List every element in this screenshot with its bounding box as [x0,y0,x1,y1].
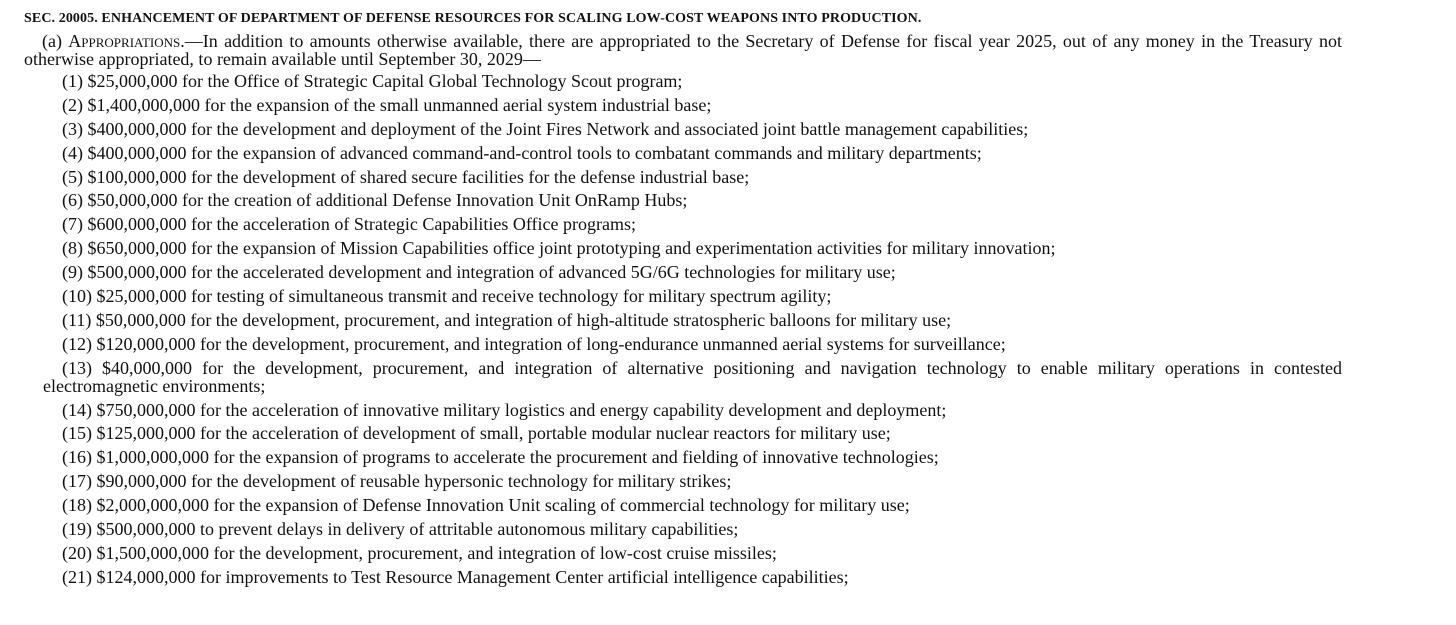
document-body [24,10,1342,592]
section-heading: SEC. 20005. ENHANCEMENT OF DEPARTMENT OF DEFENSE RESOURCES FOR SCALING LOW-COST WEAPONS INTO PRODUCTION. [24,11,922,26]
list-item: (4) $400,000,000 for the expansion of advanced command-and-control tools to combatant commands and military departments; [62,142,982,163]
list-item: (10) $25,000,000 for testing of simultaneous transmit and receive technology for military spectrum agility; [62,286,832,307]
list-item: (5) $100,000,000 for the development of shared secure facilities for the defense industrial base; [62,166,750,187]
subsection-a-designation: (a) [42,31,69,51]
list-item: (8) $650,000,000 for the expansion of Mission Capabilities office joint prototyping and experimentation activities for military innovation; [62,238,1056,259]
list-item: (18) $2,000,000,000 for the expansion of Defense Innovation Unit scaling of commercial technology for military use; [62,495,910,516]
list-item: (3) $400,000,000 for the development and deployment of the Joint Fires Network and associated joint battle management capabilities; [62,118,1029,139]
list-item: (9) $500,000,000 for the accelerated development and integration of advanced 5G/6G technologies for military use; [62,262,896,283]
list-item: (21) $124,000,000 for improvements to Test Resource Management Center artificial intelligence capabilities; [62,566,849,587]
subsection-a-heading: Appropriations [68,31,181,51]
list-item: (12) $120,000,000 for the development, procurement, and integration of long-endurance unmanned aerial systems for surveillance; [62,333,1006,354]
list-item: (2) $1,400,000,000 for the expansion of the small unmanned aerial system industrial base; [62,94,712,115]
list-item: (7) $600,000,000 for the acceleration of Strategic Capabilities Office programs; [62,214,636,235]
list-item: (19) $500,000,000 to prevent delays in delivery of attritable autonomous military capabilities; [62,519,739,540]
list-item: (14) $750,000,000 for the acceleration of innovative military logistics and energy capability development and deployment; [62,399,947,420]
list-item: (16) $1,000,000,000 for the expansion of programs to accelerate the procurement and fielding of innovative technologies; [62,447,939,468]
list-item: (1) $25,000,000 for the Office of Strategic Capital Global Technology Scout program; [62,71,683,91]
appropriations-list [24,72,1342,586]
list-item: (20) $1,500,000,000 for the development, procurement, and integration of low-cost cruise missiles; [62,542,777,563]
list-item: (11) $50,000,000 for the development, procurement, and integration of high-altitude stratospheric balloons for military use; [62,309,952,330]
list-item: (17) $90,000,000 for the development of reusable hypersonic technology for military strikes; [62,471,732,492]
subsection-a-paragraph [24,32,1342,68]
list-item: (15) $125,000,000 for the acceleration of development of small, portable modular nuclear reactors for military use; [62,423,891,444]
list-item: (6) $50,000,000 for the creation of additional Defense Innovation Unit OnRamp Hubs; [62,190,688,211]
list-item: (13) $40,000,000 for the development, procurement, and integration of alternative positioning and navigation technology to enable military operations in contested electromagnetic environments; [43,357,1342,396]
subsection-a-text: .—In addition to amounts otherwise available, there are appropriated to the Secretary of Defense for fiscal year 2025, out of any money in the Treasury not otherwise appropriated, to remain available until September 30, 2029— [24,31,1342,69]
